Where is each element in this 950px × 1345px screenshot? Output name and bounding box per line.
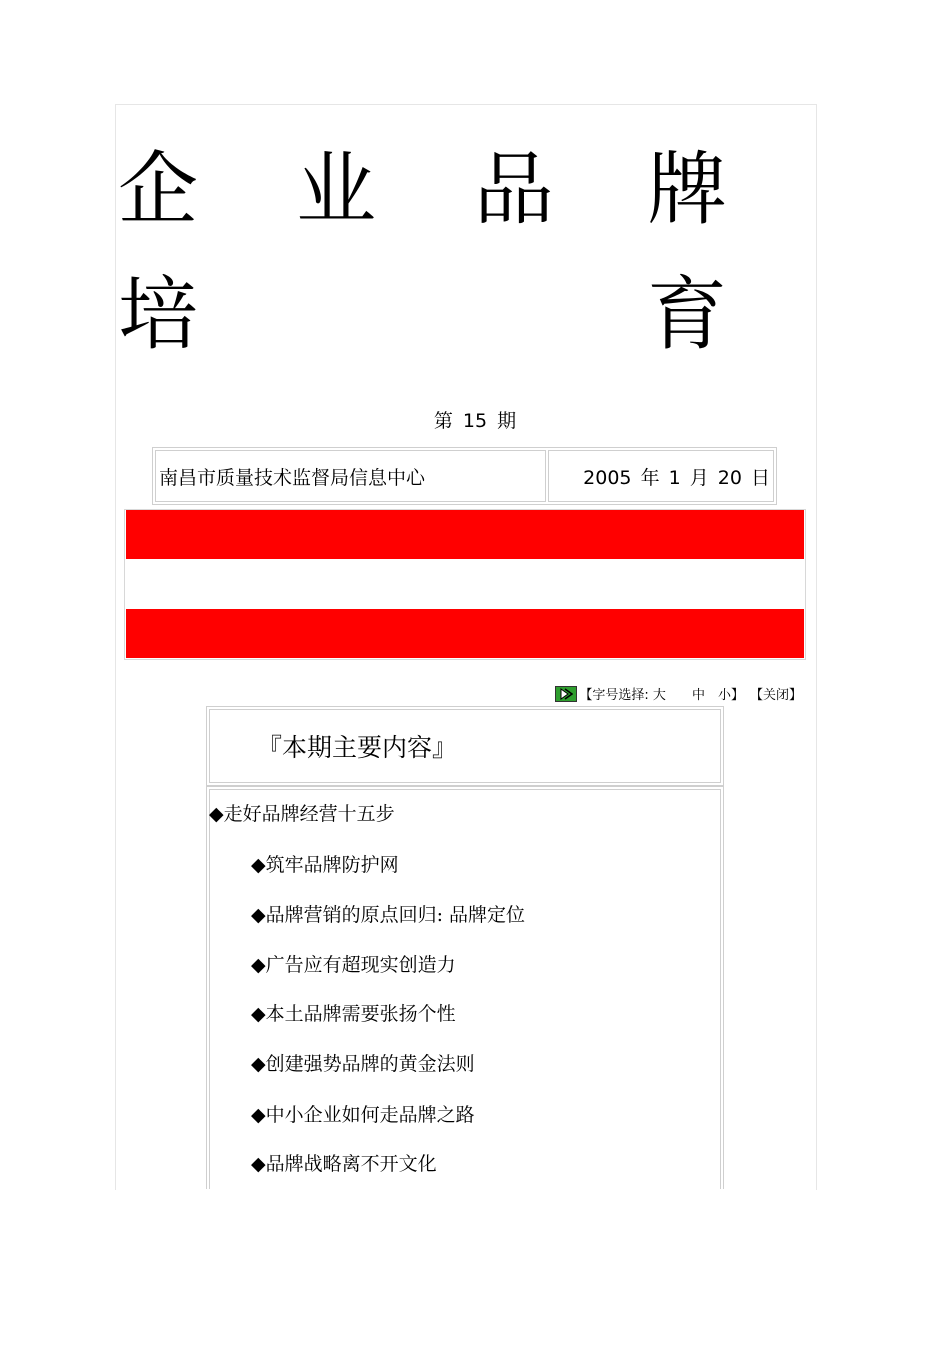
title-char-3: 品 bbox=[474, 143, 554, 236]
list-item: ◆本土品牌需要张扬个性 bbox=[251, 1003, 456, 1025]
font-large-link[interactable]: 大 bbox=[652, 688, 666, 703]
list-item: ◆品牌战略离不开文化 bbox=[251, 1153, 437, 1175]
font-size-bar bbox=[555, 684, 802, 703]
title-char-6: 育 bbox=[647, 268, 727, 361]
contents-heading: 『本期主要内容』 bbox=[257, 733, 458, 762]
list-item: ◆走好品牌经营十五步 bbox=[209, 803, 395, 825]
list-item: ◆创建强势品牌的黄金法则 bbox=[251, 1053, 475, 1075]
list-item: ◆广告应有超现实创造力 bbox=[251, 954, 456, 976]
issue-number: 第 15 期 bbox=[433, 410, 517, 432]
list-item: ◆筑牢品牌防护网 bbox=[251, 854, 399, 876]
contents-header bbox=[206, 706, 724, 786]
title-char-1: 企 bbox=[118, 143, 198, 236]
title-char-4: 牌 bbox=[647, 143, 727, 236]
font-size-close-bracket: 】 bbox=[730, 688, 744, 703]
publish-date: 2005 年 1 月 20 日 bbox=[548, 450, 774, 502]
info-table bbox=[152, 447, 777, 505]
publisher-name: 南昌市质量技术监督局信息中心 bbox=[155, 450, 546, 502]
font-medium-link[interactable]: 中 bbox=[691, 688, 705, 703]
list-item: ◆中小企业如何走品牌之路 bbox=[251, 1104, 475, 1126]
font-small-link[interactable]: 小 bbox=[717, 688, 731, 703]
arrow-icon[interactable] bbox=[555, 686, 577, 702]
title-char-2: 业 bbox=[296, 143, 376, 236]
close-link[interactable]: 【关闭】 bbox=[749, 688, 802, 703]
contents-list bbox=[206, 786, 724, 1189]
font-size-label: 【字号选择: bbox=[579, 688, 653, 703]
banner-band-top bbox=[126, 510, 804, 559]
title-char-5: 培 bbox=[118, 268, 198, 361]
banner-band-bottom bbox=[126, 609, 804, 658]
list-item: ◆品牌营销的原点回归: 品牌定位 bbox=[251, 904, 526, 926]
banner bbox=[124, 509, 806, 660]
